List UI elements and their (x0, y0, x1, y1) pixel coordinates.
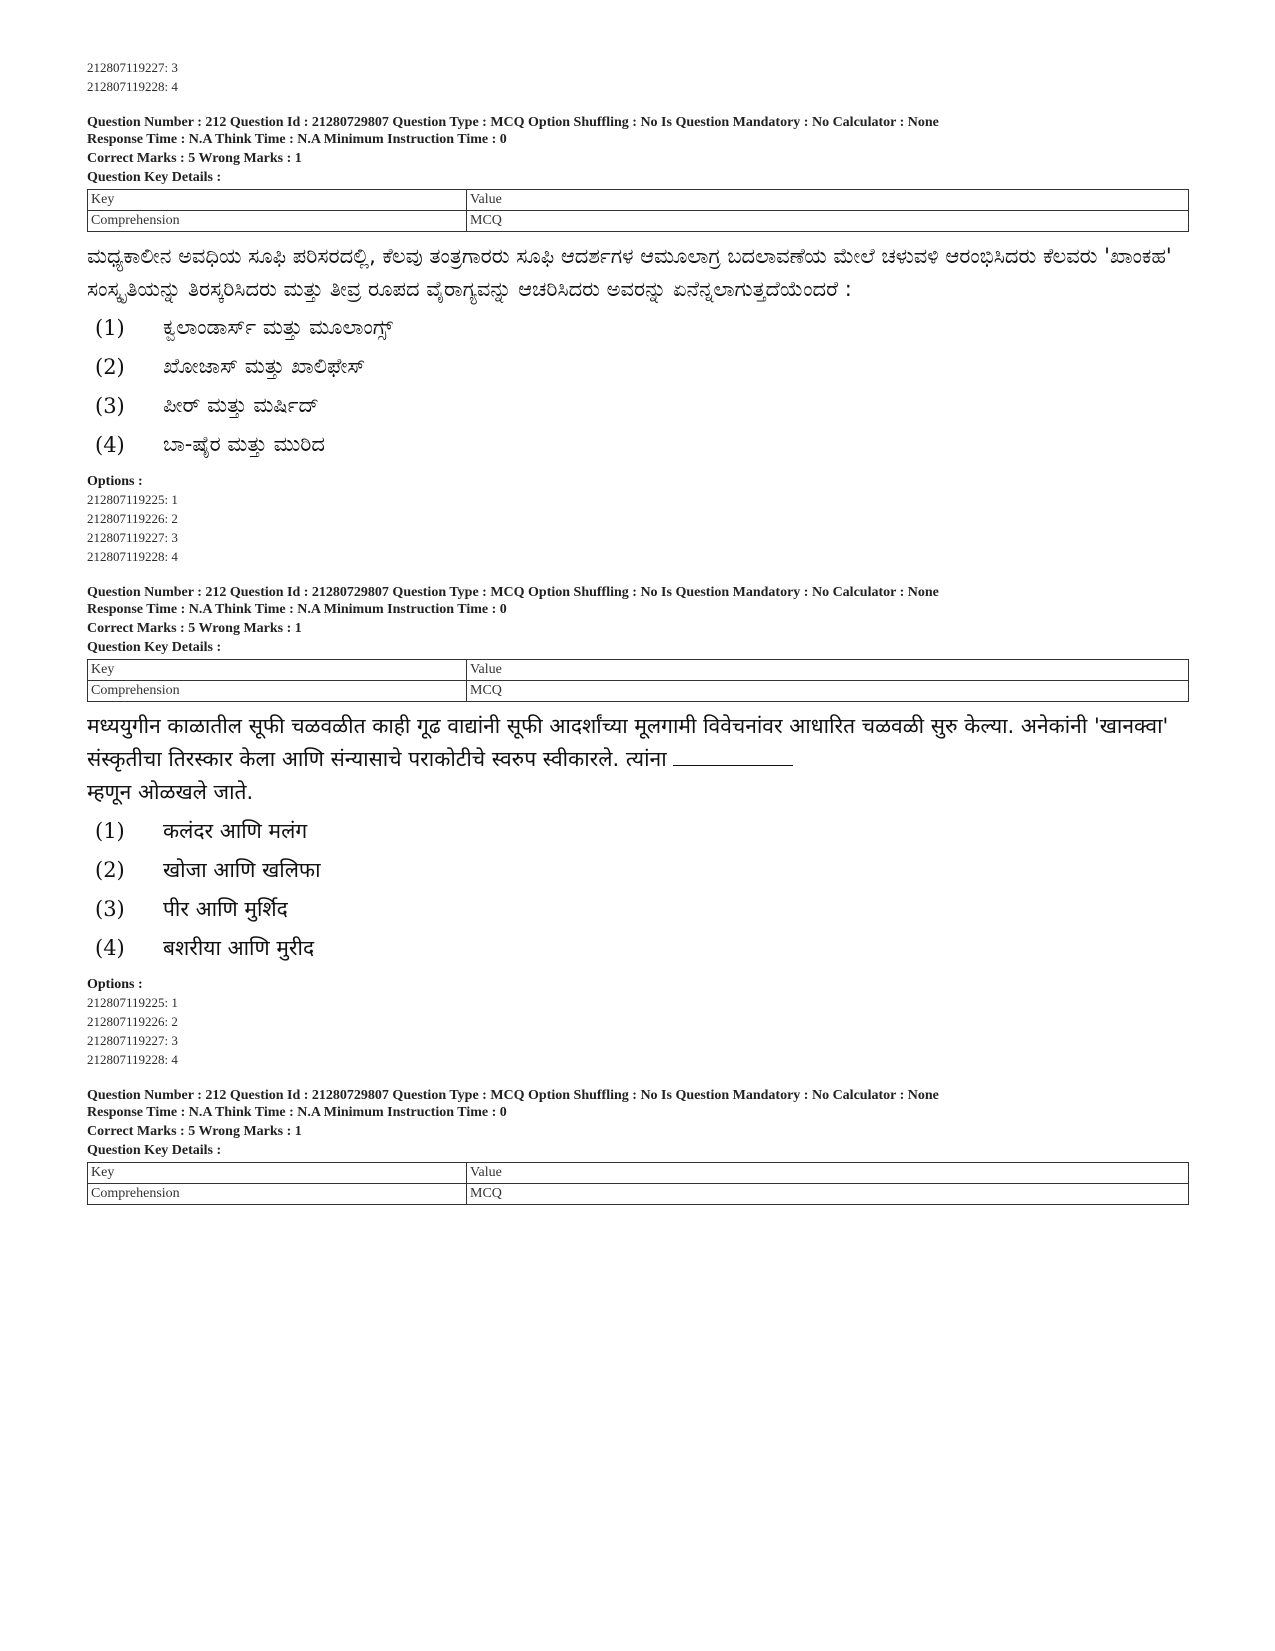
fill-in-blank (673, 747, 793, 766)
question-block-next (87, 1087, 1197, 1205)
option-text: ಬಾ-ಷೈರ ಮತ್ತು ಮುರಿದ (163, 432, 325, 456)
question-meta-line-2: Response Time : N.A Think Time : N.A Minimum Instruction Time : 0 (87, 602, 507, 617)
option-id: 212807119225: 1 (87, 492, 178, 507)
options-label: Options : (87, 474, 143, 489)
option-text: ಖೋಜಾಸ್ ಮತ್ತು ಖಾಲಿಫೇಸ್ (163, 354, 366, 378)
option-number: (4) (95, 935, 125, 960)
question-meta-line-1: Question Number : 212 Question Id : 21280729807 Question Type : MCQ Option Shuffling : No Is Question Mandatory : No Calculator : None (87, 1088, 939, 1103)
question-meta (87, 1087, 1197, 1121)
option-number: (4) (95, 432, 125, 457)
question-meta-line-2: Response Time : N.A Think Time : N.A Minimum Instruction Time : 0 (87, 1105, 507, 1120)
option-id: 212807119228: 4 (87, 1052, 178, 1067)
option-text: बशरीया आणि मुरीद (163, 935, 315, 960)
option-id: 212807119227: 3 (87, 60, 178, 75)
option-id: 212807119227: 3 (87, 530, 178, 545)
marks-line: Correct Marks : 5 Wrong Marks : 1 (87, 621, 302, 636)
question-text (87, 710, 1197, 809)
answer-option (87, 850, 1197, 889)
table-header-key: Key (88, 190, 467, 211)
table-header-row (88, 660, 1189, 681)
question-text: ಮಧ್ಯಕಾಲೀನ ಅವಧಿಯ ಸೂಫಿ ಪರಿಸರದಲ್ಲಿ, ಕೆಲವು ತಂತ್ರಗಾರರು ಸೂಫಿ ಆದರ್ಶಗಳ ಆಮೂಲಾಗ್ರ ಬದಲಾವಣೆಯ ಮೇಲೆ ಚಳುವಳಿ ಆರಂಭಿಸಿದರು ಕೆಲವರು 'ಖಾಂಕಹ' ಸಂಸ್ಕೃತಿಯನ್ನು ತಿರಸ್ಕರಿಸಿದರು ಮತ್ತು ತೀವ್ರ ರೂಪದ ವೈರಾಗ್ಯವನ್ನು ಆಚರಿಸಿದರು ಅವರನ್ನು ಏನೆನ್ನಲಾಗುತ್ತದೆಯೆಂದರೆ : (87, 244, 1172, 301)
option-id: 212807119226: 2 (87, 511, 178, 526)
answer-options (87, 308, 1197, 464)
answer-option (87, 308, 1197, 347)
table-cell-key: Comprehension (88, 1184, 467, 1205)
table-cell-value: MCQ (467, 211, 1189, 232)
table-row (88, 681, 1189, 702)
option-text: ಪೀರ್ ಮತ್ತು ಮರ್ಷಿದ್ (163, 393, 319, 417)
table-row (88, 1184, 1189, 1205)
marks-line: Correct Marks : 5 Wrong Marks : 1 (87, 151, 302, 166)
answer-option (87, 811, 1197, 850)
option-id: 212807119226: 2 (87, 1014, 178, 1029)
key-details-table (87, 189, 1189, 232)
table-header-value: Value (467, 1163, 1189, 1184)
marks-line: Correct Marks : 5 Wrong Marks : 1 (87, 1124, 302, 1139)
option-number: (2) (95, 354, 125, 379)
table-header-value: Value (467, 190, 1189, 211)
question-text-part-2: म्हणून ओळखले जाते. (87, 780, 254, 804)
option-id: 212807119228: 4 (87, 549, 178, 564)
option-number: (3) (95, 896, 125, 921)
answer-options (87, 811, 1197, 967)
document-page (87, 58, 1197, 1205)
table-header-row (88, 190, 1189, 211)
question-block-marathi (87, 584, 1197, 1069)
question-meta (87, 584, 1197, 618)
question-text-part-1: मध्ययुगीन काळातील सूफी चळवळीत काही गूढ वाद्यांनी सूफी आदर्शांच्या मूलगामी विवेचनांवर आधारित चळवळी सुरु केल्या. अनेकांनी 'खानक्वा' संस्कृतीचा तिरस्कार केला आणि संन्यासाचे पराकोटीचे स्वरुप स्वीकारले. त्यांना (87, 714, 1169, 771)
options-label: Options : (87, 977, 143, 992)
option-text: ಕ್ವಲಾಂಡಾರ್ಸ್ ಮತ್ತು ಮೂಲಾಂಗ್ಸ್ (163, 315, 393, 339)
table-cell-value: MCQ (467, 681, 1189, 702)
option-number: (2) (95, 857, 125, 882)
option-ids (87, 993, 1197, 1069)
question-meta-line-2: Response Time : N.A Think Time : N.A Minimum Instruction Time : 0 (87, 132, 507, 147)
question-meta (87, 114, 1197, 148)
option-ids (87, 490, 1197, 566)
table-header-key: Key (88, 660, 467, 681)
option-id: 212807119225: 1 (87, 995, 178, 1010)
answer-option (87, 425, 1197, 464)
option-text: पीर आणि मुर्शिद (163, 896, 288, 921)
key-details-label: Question Key Details : (87, 170, 222, 185)
table-row (88, 211, 1189, 232)
table-cell-value: MCQ (467, 1184, 1189, 1205)
key-details-label: Question Key Details : (87, 640, 222, 655)
key-details-label: Question Key Details : (87, 1143, 222, 1158)
option-id: 212807119228: 4 (87, 79, 178, 94)
table-header-value: Value (467, 660, 1189, 681)
option-id: 212807119227: 3 (87, 1033, 178, 1048)
table-header-row (88, 1163, 1189, 1184)
answer-option (87, 889, 1197, 928)
table-cell-key: Comprehension (88, 211, 467, 232)
question-meta-line-1: Question Number : 212 Question Id : 21280729807 Question Type : MCQ Option Shuffling : No Is Question Mandatory : No Calculator : None (87, 585, 939, 600)
option-number: (1) (95, 315, 125, 340)
answer-option (87, 386, 1197, 425)
key-details-table (87, 1162, 1189, 1205)
prev-option-ids (87, 58, 1197, 96)
answer-option (87, 928, 1197, 967)
option-text: कलंदर आणि मलंग (163, 818, 308, 843)
table-header-key: Key (88, 1163, 467, 1184)
answer-option (87, 347, 1197, 386)
question-meta-line-1: Question Number : 212 Question Id : 21280729807 Question Type : MCQ Option Shuffling : No Is Question Mandatory : No Calculator : None (87, 115, 939, 130)
question-block-kannada (87, 114, 1197, 566)
option-number: (1) (95, 818, 125, 843)
table-cell-key: Comprehension (88, 681, 467, 702)
key-details-table (87, 659, 1189, 702)
option-number: (3) (95, 393, 125, 418)
option-text: खोजा आणि खलिफा (163, 857, 321, 882)
